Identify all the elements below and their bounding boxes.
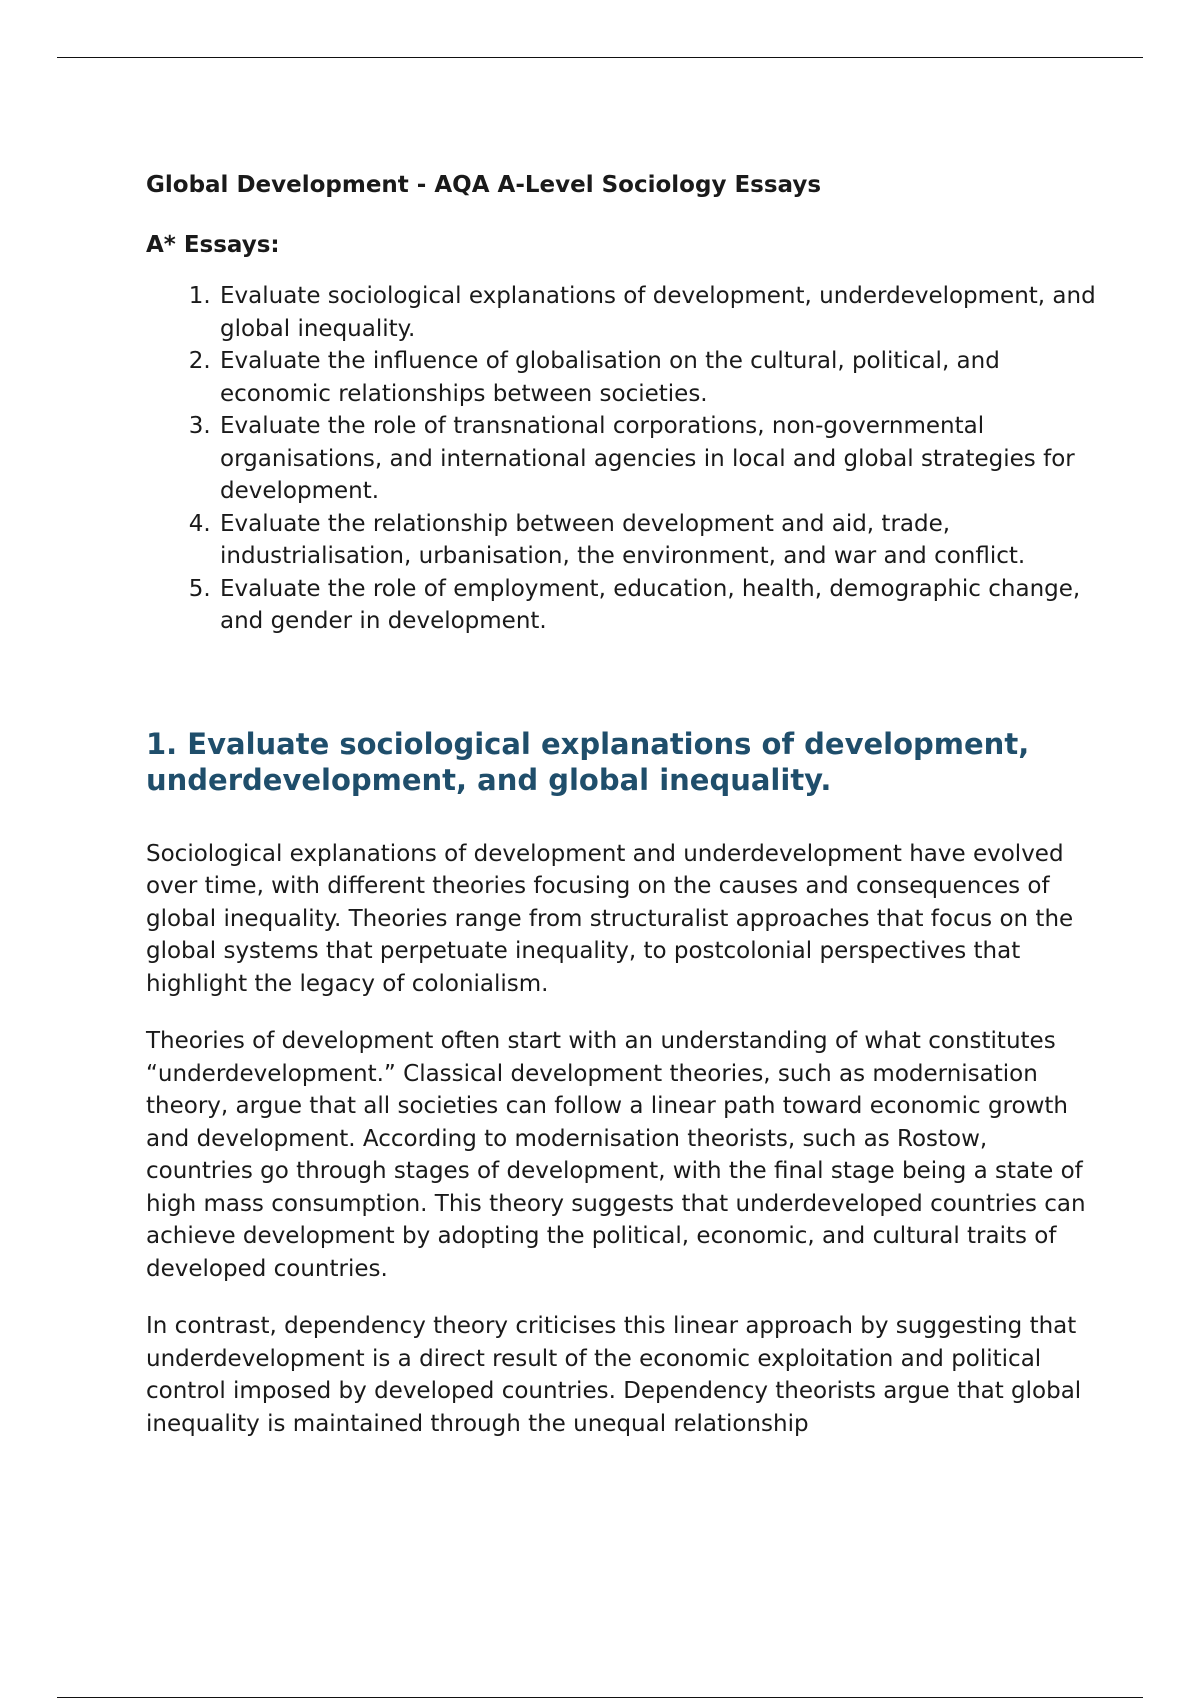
document-body (146, 170, 1096, 1465)
paragraph: Theories of development often start with an understanding of what constitutes “underdevelopment.” Classical development theories, such as modernisation theory, argue that all societies can follow a linear path toward economic growth and development. According to modernisation theorists, such as Rostow, countries go through stages of development, with the final stage being a state of high mass consumption. This theory suggests that underdeveloped countries can achieve development by adopting the political, economic, and cultural traits of developed countries. (146, 1028, 1086, 1282)
document-title: Global Development - AQA A-Level Sociology Essays (146, 172, 822, 198)
bottom-rule (57, 1697, 1143, 1698)
list-item: 2. Evaluate the influence of globalisation on the cultural, political, and economic relationships between societies. (218, 345, 1096, 410)
paragraph: Sociological explanations of development and underdevelopment have evolved over time, with different theories focusing on the causes and consequences of global inequality. Theories range from structuralist approaches that focus on the global systems that perpetuate inequality, to postcolonial perspectives that highlight the legacy of colonialism. (146, 840, 1074, 997)
list-item: 3. Evaluate the role of transnational corporations, non-governmental organisations, and international agencies in local and global strategies for development. (218, 410, 1096, 508)
list-item: 1. Evaluate sociological explanations of development, underdevelopment, and global inequality. (218, 280, 1096, 345)
list-item: 4. Evaluate the relationship between development and aid, trade, industrialisation, urbanisation, the environment, and war and conflict. (218, 508, 1096, 573)
list-item: 5. Evaluate the role of employment, education, health, demographic change, and gender in development. (218, 573, 1096, 638)
section-heading: 1. Evaluate sociological explanations of development, underdevelopment, and global inequality. (146, 726, 1030, 797)
essays-heading: A* Essays: (146, 232, 280, 258)
essay-list (146, 280, 1096, 638)
paragraph: In contrast, dependency theory criticises this linear approach by suggesting that underdevelopment is a direct result of the economic exploitation and political control imposed by developed countries. Dependency theorists argue that global inequality is maintained through the unequal relationship (146, 1313, 1082, 1437)
top-rule (57, 57, 1143, 58)
